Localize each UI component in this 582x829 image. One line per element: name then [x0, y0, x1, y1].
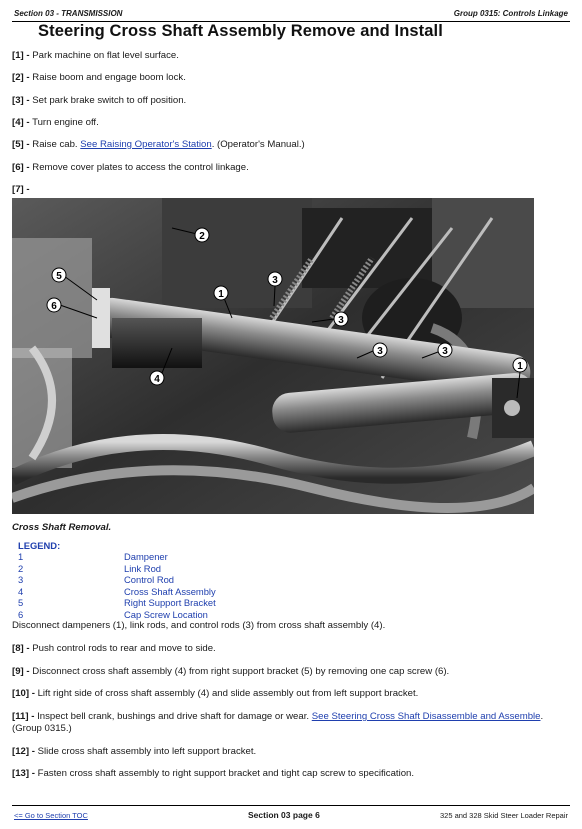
svg-text:6: 6 [51, 301, 57, 312]
step-text-after: . [540, 711, 544, 722]
group-label: Group 0315: Controls Linkage [453, 9, 568, 18]
legend-number: 4 [18, 585, 24, 597]
legend-number: 6 [18, 608, 24, 620]
legend-item [18, 551, 318, 563]
legend-label: Right Support Bracket [124, 597, 216, 608]
legend-item [18, 609, 318, 621]
legend-item [18, 597, 318, 609]
step-3 [12, 95, 186, 106]
go-to-section-toc-link[interactable]: <= Go to Section TOC [14, 811, 88, 820]
figure-caption: Cross Shaft Removal. [12, 522, 112, 533]
step-number: [6] - [12, 162, 30, 173]
step-number: [4] - [12, 117, 30, 128]
page-title: Steering Cross Shaft Assembly Remove and Install [38, 22, 443, 40]
step-2 [12, 72, 186, 83]
step-12 [12, 746, 256, 757]
svg-text:2: 2 [199, 231, 205, 242]
step-1 [12, 50, 179, 61]
step-text: Turn engine off. [32, 117, 99, 128]
step-8 [12, 643, 216, 654]
svg-text:4: 4 [154, 374, 160, 385]
legend-item [18, 586, 318, 598]
svg-text:1: 1 [218, 289, 224, 300]
step-number: [10] - [12, 688, 35, 699]
page-header [12, 6, 570, 22]
step-text: Push control rods to rear and move to side. [32, 643, 216, 654]
legend-title: LEGEND: [18, 540, 61, 551]
step-text-after: . (Operator's Manual.) [211, 139, 305, 150]
svg-text:5: 5 [56, 271, 62, 282]
step-number: [5] - [12, 139, 30, 150]
step-5 [12, 139, 305, 150]
legend-number: 3 [18, 574, 24, 585]
step-number: [8] - [12, 643, 30, 654]
svg-text:3: 3 [377, 346, 383, 357]
step-number: [11] - [12, 711, 35, 722]
step-text: Set park brake switch to off position. [32, 95, 187, 106]
document-title: 325 and 328 Skid Steer Loader Repair [439, 811, 568, 820]
step-text: Disconnect cross shaft assembly (4) from right support bracket (5) by removing one cap screw (6). [32, 666, 450, 677]
step-11-line2: (Group 0315.) [12, 723, 72, 734]
step-13 [12, 768, 414, 779]
section-label: Section 03 - TRANSMISSION [14, 9, 123, 18]
step-number: [12] - [12, 746, 35, 757]
step-number: [1] - [12, 50, 30, 61]
legend-number: 1 [18, 551, 24, 562]
legend-item [18, 574, 318, 586]
legend-followup-text: Disconnect dampeners (1), link rods, and control rods (3) from cross shaft assembly (4). [12, 620, 386, 631]
legend-item [18, 563, 318, 575]
step-number: [3] - [12, 95, 30, 106]
step-number: [13] - [12, 768, 35, 779]
step-text: Park machine on flat level surface. [32, 50, 179, 61]
step-7 [12, 184, 30, 195]
step-text: Fasten cross shaft assembly to right support bracket and tight cap screw to specification. [37, 768, 415, 779]
legend-number: 5 [18, 597, 24, 608]
svg-text:3: 3 [442, 346, 448, 357]
step-11 [12, 711, 543, 722]
svg-text:3: 3 [272, 275, 278, 286]
steering-cross-shaft-disassemble-link[interactable]: See Steering Cross Shaft Disassemble and Assemble [311, 711, 541, 722]
legend [18, 551, 318, 620]
svg-text:3: 3 [338, 315, 344, 326]
step-text: Lift right side of cross shaft assembly (4) and slide assembly out from left support bracket. [37, 688, 419, 699]
step-text: Inspect bell crank, bushings and drive shaft for damage or wear. [37, 711, 310, 722]
page-number: Section 03 page 6 [248, 810, 320, 820]
legend-label: Cross Shaft Assembly [124, 585, 216, 597]
step-9 [12, 666, 449, 677]
step-text: Raise cab. [32, 139, 78, 150]
legend-number: 2 [18, 562, 24, 574]
step-10 [12, 688, 418, 699]
step-number: [7] - [12, 184, 30, 195]
legend-label: Cap Screw Location [124, 608, 208, 620]
cross-shaft-photo [12, 198, 534, 514]
raising-operators-station-link[interactable]: See Raising Operator's Station [80, 139, 212, 150]
step-text: Remove cover plates to access the control linkage. [32, 162, 249, 173]
legend-label: Dampener [124, 551, 168, 562]
step-text: Slide cross shaft assembly into left support bracket. [37, 746, 257, 757]
step-4 [12, 117, 99, 128]
legend-label: Link Rod [124, 562, 162, 574]
svg-text:1: 1 [517, 361, 523, 372]
legend-label: Control Rod [124, 574, 175, 585]
step-text: Raise boom and engage boom lock. [32, 72, 186, 83]
page-footer [12, 805, 570, 823]
step-number: [2] - [12, 72, 30, 83]
step-number: [9] - [12, 666, 30, 677]
step-6 [12, 162, 249, 173]
